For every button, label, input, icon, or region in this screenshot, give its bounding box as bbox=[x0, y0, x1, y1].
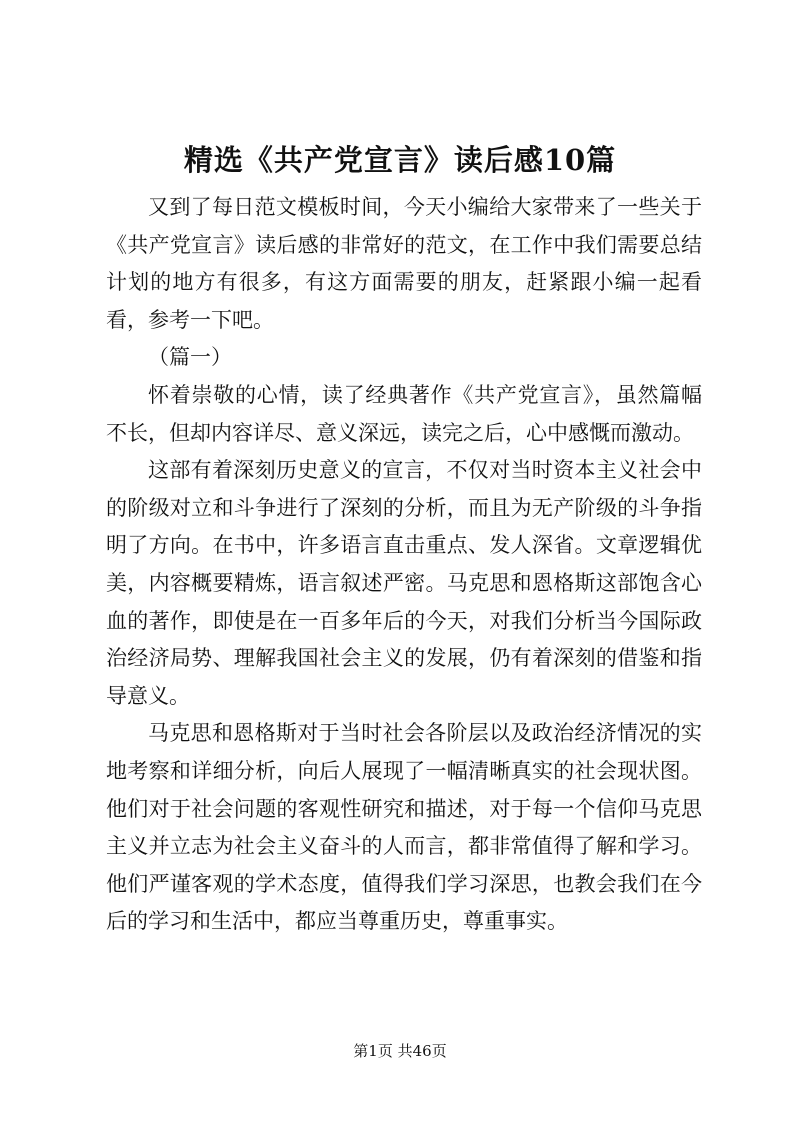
intro-paragraph: 又到了每日范文模板时间，今天小编给大家带来了一些关于《共产党宣言》读后感的非常好的范文，在工作中我们需要总结计划的地方有很多，有这方面需要的朋友，赶紧跟小编一起看看，参考一下吧。 bbox=[106, 195, 702, 332]
section-heading: （篇一） bbox=[148, 345, 232, 370]
page-footer: 第1页 共46页 bbox=[353, 1042, 447, 1060]
body-paragraph: 马克思和恩格斯对于当时社会各阶层以及政治经济情况的实地考察和详细分析，向后人展现了一幅清晰真实的社会现状图。他们对于社会问题的客观性研究和描述，对于每一个信仰马克思主义并立志为社会主义奋斗的人而言，都非常值得了解和学习。他们严谨客观的学术态度，值得我们学习深思，也教会我们在今后的学习和生活中，都应当尊重历史，尊重事实。 bbox=[106, 721, 702, 934]
body-paragraph: 这部有着深刻历史意义的宣言，不仅对当时资本主义社会中的阶级对立和斗争进行了深刻的分析，而且为无产阶级的斗争指明了方向。在书中，许多语言直击重点、发人深省。文章逻辑优美，内容概要精炼，语言叙述严密。马克思和恩格斯这部饱含心血的著作，即使是在一百多年后的今天，对我们分析当今国际政治经济局势、理解我国社会主义的发展，仍有着深刻的借鉴和指导意义。 bbox=[106, 458, 702, 708]
document-body bbox=[106, 189, 702, 941]
document-title: 精选《共产党宣言》读后感10篇 bbox=[183, 143, 617, 177]
body-paragraph: 怀着崇敬的心情，读了经典著作《共产党宣言》，虽然篇幅不长，但却内容详尽、意义深远，读完之后，心中感慨而激动。 bbox=[106, 382, 702, 445]
